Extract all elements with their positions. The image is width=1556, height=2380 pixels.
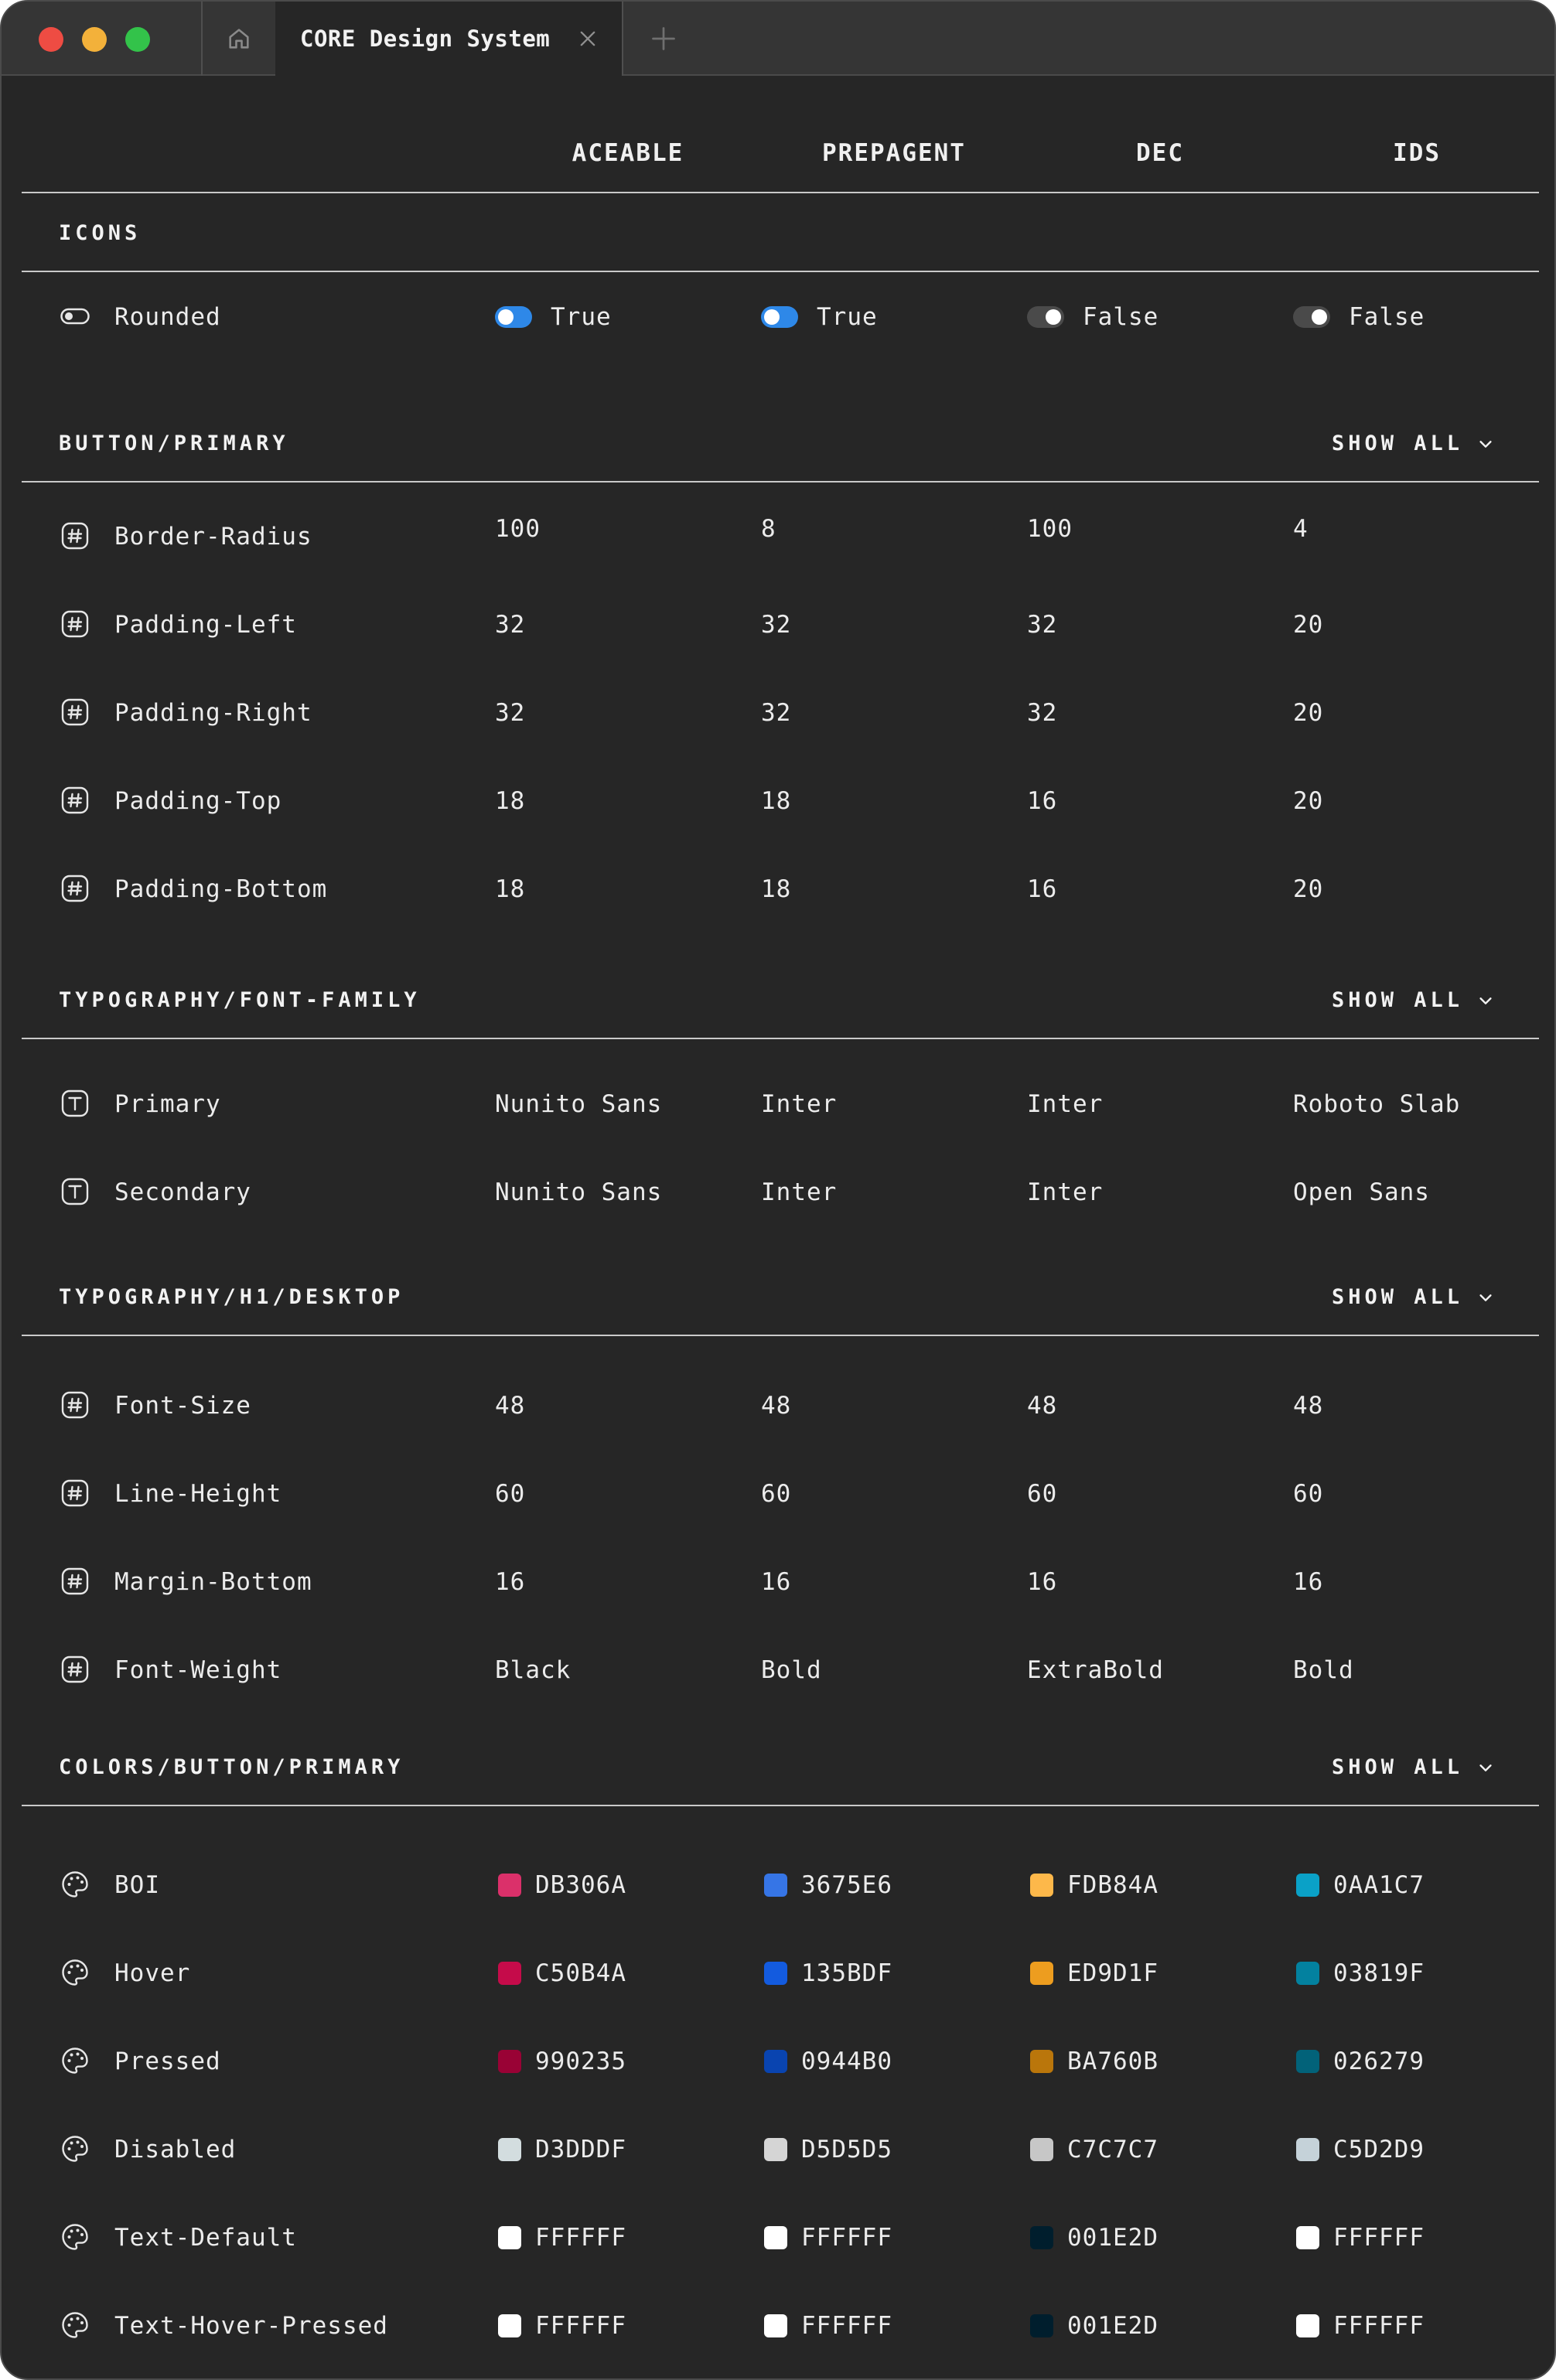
cell-value: Nunito Sans: [495, 1090, 663, 1118]
value-cell: [495, 1392, 525, 1420]
value-cell: [495, 1178, 662, 1206]
tab-divider: [622, 2, 623, 76]
cell-value: Inter: [761, 1090, 838, 1118]
row-label: Padding-Bottom: [114, 875, 328, 903]
value-cell: [764, 2224, 892, 2252]
cell-value: ExtraBold: [1027, 1656, 1164, 1684]
cell-value: Bold: [761, 1656, 822, 1684]
color-swatch[interactable]: [764, 2050, 787, 2073]
value-cell: [495, 1568, 525, 1596]
cell-value: 20: [1293, 699, 1324, 727]
cell-value: 100: [1027, 515, 1073, 543]
row-label: Margin-Bottom: [114, 1568, 312, 1596]
value-cell: [498, 1959, 626, 1987]
color-swatch[interactable]: [498, 2138, 521, 2161]
color-swatch[interactable]: [1296, 1874, 1319, 1897]
cell-value: C50B4A: [535, 1959, 626, 1987]
color-swatch[interactable]: [1296, 1962, 1319, 1985]
table-row: [22, 1168, 1539, 1214]
cell-value: 4: [1293, 515, 1309, 543]
value-cell: [761, 1392, 791, 1420]
row-label: Pressed: [114, 2048, 221, 2075]
value-cell: [764, 2312, 892, 2340]
cell-value: 026279: [1333, 2048, 1425, 2075]
chevron-down-icon: [1477, 992, 1494, 1009]
toggle-icon: [60, 302, 90, 331]
divider: [22, 192, 1539, 193]
cell-value: 100: [495, 515, 541, 543]
value-cell: [1296, 2312, 1425, 2340]
table-row: [22, 512, 1539, 558]
maximize-window-button[interactable]: [125, 27, 150, 52]
color-swatch[interactable]: [498, 2050, 521, 2073]
cell-value: 60: [1293, 1480, 1324, 1508]
color-swatch[interactable]: [1030, 1962, 1053, 1985]
value-cell: [1027, 1392, 1057, 1420]
value-cell: [1296, 1871, 1425, 1899]
color-swatch[interactable]: [498, 1962, 521, 1985]
cell-value: 990235: [535, 2048, 626, 2075]
color-swatch[interactable]: [1296, 2050, 1319, 2073]
divider: [22, 271, 1539, 272]
value-cell: [1296, 2224, 1425, 2252]
color-swatch[interactable]: [1030, 2050, 1053, 2073]
chevron-down-icon: [1477, 1289, 1494, 1306]
divider: [22, 1038, 1539, 1039]
toggle-switch[interactable]: [1027, 306, 1064, 328]
value-cell: [764, 2136, 892, 2163]
value-cell: [764, 2048, 892, 2075]
cell-value: Inter: [761, 1178, 838, 1206]
cell-value: 32: [761, 611, 792, 639]
cell-value: True: [551, 303, 612, 331]
text-icon: [60, 1089, 90, 1118]
show-all-label: SHOW ALL: [1332, 988, 1464, 1012]
value-cell: [761, 303, 878, 331]
value-cell: [1293, 1656, 1354, 1684]
cell-value: 20: [1293, 787, 1324, 815]
cell-value: C7C7C7: [1067, 2136, 1158, 2163]
value-cell: [1293, 875, 1323, 903]
toggle-switch[interactable]: [1293, 306, 1330, 328]
value-cell: [498, 1871, 626, 1899]
value-cell: [761, 515, 776, 543]
row-label: Rounded: [114, 303, 221, 331]
palette-icon: [60, 1958, 90, 1987]
value-cell: [495, 1090, 662, 1118]
value-cell: [1293, 515, 1309, 543]
tab-title: CORE Design System: [300, 26, 551, 52]
show-all-button[interactable]: [1332, 1285, 1494, 1309]
column-header-dec: DEC: [1136, 139, 1184, 167]
table-row: [22, 1645, 1539, 1692]
value-cell: [764, 1959, 892, 1987]
cell-value: 16: [1027, 875, 1058, 903]
value-cell: [1296, 2136, 1425, 2163]
row-label: BOI: [114, 1871, 160, 1899]
value-cell: [761, 1568, 791, 1596]
value-cell: [495, 875, 525, 903]
color-swatch[interactable]: [1296, 2138, 1319, 2161]
close-icon[interactable]: [577, 28, 599, 49]
divider: [22, 1805, 1539, 1806]
value-cell: [1027, 1480, 1057, 1508]
row-label: Font-Size: [114, 1392, 251, 1420]
cell-value: 32: [1027, 611, 1058, 639]
value-cell: [1027, 1656, 1164, 1684]
row-label: Font-Weight: [114, 1656, 282, 1684]
cell-value: Bold: [1293, 1656, 1354, 1684]
show-all-button[interactable]: [1332, 988, 1494, 1012]
value-cell: [761, 1656, 822, 1684]
value-cell: [498, 2312, 626, 2340]
show-all-label: SHOW ALL: [1332, 1285, 1464, 1309]
cell-value: Inter: [1027, 1090, 1104, 1118]
cell-value: 60: [1027, 1480, 1058, 1508]
home-tab[interactable]: [203, 2, 275, 76]
show-all-button[interactable]: [1332, 431, 1494, 455]
chevron-down-icon: [1477, 1759, 1494, 1776]
cell-value: 48: [1293, 1392, 1324, 1420]
cell-value: 18: [495, 787, 526, 815]
cell-value: 03819F: [1333, 1959, 1425, 1987]
value-cell: [1293, 699, 1323, 727]
table-row: [22, 688, 1539, 735]
cell-value: D5D5D5: [801, 2136, 892, 2163]
value-cell: [1296, 1959, 1425, 1987]
table-row: [22, 2125, 1539, 2171]
cell-value: 32: [495, 699, 526, 727]
row-label: Padding-Top: [114, 787, 282, 815]
row-label: Hover: [114, 1959, 191, 1987]
cell-value: 32: [761, 699, 792, 727]
value-cell: [761, 875, 791, 903]
value-cell: [1030, 2136, 1158, 2163]
value-cell: [1293, 1178, 1430, 1206]
table-row: [22, 864, 1539, 911]
column-header-aceable: ACEABLE: [572, 139, 684, 167]
show-all-label: SHOW ALL: [1332, 1755, 1464, 1779]
cell-value: 001E2D: [1067, 2312, 1158, 2340]
hash-icon: [60, 521, 90, 551]
color-swatch[interactable]: [498, 2314, 521, 2337]
row-label: Secondary: [114, 1178, 251, 1206]
row-label: Text-Hover-Pressed: [114, 2312, 388, 2340]
cell-value: 32: [495, 611, 526, 639]
cell-value: FFFFFF: [801, 2224, 892, 2252]
home-icon: [226, 26, 252, 52]
value-cell: [761, 787, 791, 815]
cell-value: DB306A: [535, 1871, 626, 1899]
tab-core-design-system[interactable]: [275, 2, 622, 76]
hash-icon: [60, 874, 90, 903]
value-cell: [1027, 611, 1057, 639]
cell-value: 48: [1027, 1392, 1058, 1420]
value-cell: [495, 699, 525, 727]
row-label: Primary: [114, 1090, 221, 1118]
hash-icon: [60, 609, 90, 639]
color-swatch[interactable]: [764, 1874, 787, 1897]
value-cell: [761, 611, 791, 639]
value-cell: [1293, 1568, 1323, 1596]
cell-value: False: [1349, 303, 1425, 331]
color-swatch[interactable]: [1030, 2314, 1053, 2337]
text-icon: [60, 1177, 90, 1206]
cell-value: 16: [761, 1568, 792, 1596]
palette-icon: [60, 2134, 90, 2163]
cell-value: 20: [1293, 875, 1324, 903]
value-cell: [761, 1480, 791, 1508]
value-cell: [1027, 1090, 1103, 1118]
value-cell: [1030, 2224, 1158, 2252]
color-swatch[interactable]: [1296, 2314, 1319, 2337]
cell-value: Black: [495, 1656, 572, 1684]
value-cell: [1293, 1392, 1323, 1420]
cell-value: 20: [1293, 611, 1324, 639]
section-title-colors-button-primary: COLORS/BUTTON/PRIMARY: [59, 1755, 404, 1779]
cell-value: Inter: [1027, 1178, 1104, 1206]
table-row: [22, 776, 1539, 823]
cell-value: FFFFFF: [535, 2224, 626, 2252]
table-row: [22, 1381, 1539, 1427]
hash-icon: [60, 1655, 90, 1684]
cell-value: 16: [1027, 1568, 1058, 1596]
hash-icon: [60, 1478, 90, 1508]
row-label: Padding-Left: [114, 611, 297, 639]
plus-icon[interactable]: [650, 25, 677, 53]
table-row: [22, 1469, 1539, 1516]
value-cell: [495, 515, 541, 543]
column-headers: [22, 118, 1539, 193]
palette-icon: [60, 1870, 90, 1899]
cell-value: 135BDF: [801, 1959, 892, 1987]
row-label: Line-Height: [114, 1480, 282, 1508]
palette-icon: [60, 2046, 90, 2075]
cell-value: 16: [1293, 1568, 1324, 1596]
cell-value: FFFFFF: [1333, 2224, 1425, 2252]
value-cell: [761, 1090, 837, 1118]
close-window-button[interactable]: [39, 27, 63, 52]
cell-value: 48: [761, 1392, 792, 1420]
hash-icon: [60, 697, 90, 727]
cell-value: Roboto Slab: [1293, 1090, 1461, 1118]
row-label: Border-Radius: [114, 523, 312, 551]
cell-value: BA760B: [1067, 2048, 1158, 2075]
table-row: [22, 1949, 1539, 1995]
color-swatch[interactable]: [498, 2226, 521, 2249]
row-label: Text-Default: [114, 2224, 297, 2252]
value-cell: [498, 2224, 626, 2252]
cell-value: 60: [761, 1480, 792, 1508]
cell-value: FDB84A: [1067, 1871, 1158, 1899]
color-swatch[interactable]: [764, 2138, 787, 2161]
color-swatch[interactable]: [1296, 2226, 1319, 2249]
toggle-switch[interactable]: [761, 306, 798, 328]
value-cell: [1027, 515, 1073, 543]
value-cell: [1293, 1090, 1460, 1118]
value-cell: [1027, 787, 1057, 815]
table-row: [22, 1557, 1539, 1604]
palette-icon: [60, 2310, 90, 2340]
value-cell: [1030, 2312, 1158, 2340]
value-cell: [1293, 1480, 1323, 1508]
cell-value: 16: [495, 1568, 526, 1596]
hash-icon: [60, 786, 90, 815]
value-cell: [498, 2136, 626, 2163]
table-row: [22, 2301, 1539, 2348]
cell-value: 0944B0: [801, 2048, 892, 2075]
cell-value: Nunito Sans: [495, 1178, 663, 1206]
color-swatch[interactable]: [1030, 2138, 1053, 2161]
value-cell: [761, 1178, 837, 1206]
section-title-icons: ICONS: [59, 221, 142, 245]
value-cell: [764, 1871, 892, 1899]
value-cell: [761, 699, 791, 727]
minimize-window-button[interactable]: [82, 27, 107, 52]
show-all-button[interactable]: [1332, 1755, 1494, 1779]
cell-value: 18: [495, 875, 526, 903]
palette-icon: [60, 2222, 90, 2252]
value-cell: [1027, 699, 1057, 727]
table-row: [22, 2213, 1539, 2259]
table-row: [22, 1860, 1539, 1907]
hash-icon: [60, 1567, 90, 1596]
cell-value: C5D2D9: [1333, 2136, 1425, 2163]
value-cell: [1027, 303, 1158, 331]
chevron-down-icon: [1477, 435, 1494, 452]
hash-icon: [60, 1390, 90, 1420]
value-cell: [1293, 611, 1323, 639]
color-swatch[interactable]: [764, 2226, 787, 2249]
color-swatch[interactable]: [764, 1962, 787, 1985]
row-label: Padding-Right: [114, 699, 312, 727]
value-cell: [1293, 303, 1425, 331]
divider: [22, 481, 1539, 482]
value-cell: [495, 1656, 571, 1684]
color-swatch[interactable]: [1030, 2226, 1053, 2249]
value-cell: [1027, 1568, 1057, 1596]
value-cell: [1030, 1959, 1158, 1987]
cell-value: False: [1083, 303, 1159, 331]
table-row: [22, 600, 1539, 646]
section-title-button-primary: BUTTON/PRIMARY: [59, 431, 289, 455]
cell-value: 0AA1C7: [1333, 1871, 1425, 1899]
value-cell: [1030, 1871, 1158, 1899]
cell-value: 8: [761, 515, 776, 543]
cell-value: 48: [495, 1392, 526, 1420]
value-cell: [495, 611, 525, 639]
section-title-font-family: TYPOGRAPHY/FONT-FAMILY: [59, 988, 421, 1012]
section-title-h1-desktop: TYPOGRAPHY/H1/DESKTOP: [59, 1285, 404, 1309]
cell-value: ED9D1F: [1067, 1959, 1158, 1987]
cell-value: 18: [761, 787, 792, 815]
table-row: [22, 2037, 1539, 2083]
value-cell: [495, 303, 612, 331]
color-swatch[interactable]: [1030, 1874, 1053, 1897]
column-header-ids: IDS: [1393, 139, 1441, 167]
cell-value: True: [817, 303, 878, 331]
value-cell: [495, 1480, 525, 1508]
value-cell: [1296, 2048, 1425, 2075]
value-cell: [498, 2048, 626, 2075]
value-cell: [495, 787, 525, 815]
cell-value: 32: [1027, 699, 1058, 727]
cell-value: FFFFFF: [1333, 2312, 1425, 2340]
row-label: Disabled: [114, 2136, 237, 2163]
color-swatch[interactable]: [764, 2314, 787, 2337]
cell-value: D3DDDF: [535, 2136, 626, 2163]
cell-value: 18: [761, 875, 792, 903]
title-bar: [2, 2, 1554, 76]
table-row: [22, 1079, 1539, 1126]
cell-value: Open Sans: [1293, 1178, 1430, 1206]
value-cell: [1030, 2048, 1158, 2075]
cell-value: 3675E6: [801, 1871, 892, 1899]
cell-value: 16: [1027, 787, 1058, 815]
table-row-rounded: [22, 292, 1539, 339]
column-header-prepagent: PREPAGENT: [822, 139, 966, 167]
value-cell: [1027, 875, 1057, 903]
value-cell: [1293, 787, 1323, 815]
cell-value: 001E2D: [1067, 2224, 1158, 2252]
cell-value: 60: [495, 1480, 526, 1508]
show-all-label: SHOW ALL: [1332, 431, 1464, 455]
value-cell: [1027, 1178, 1103, 1206]
color-swatch[interactable]: [498, 1874, 521, 1897]
toggle-switch[interactable]: [495, 306, 532, 328]
cell-value: FFFFFF: [535, 2312, 626, 2340]
divider: [22, 1335, 1539, 1336]
cell-value: FFFFFF: [801, 2312, 892, 2340]
